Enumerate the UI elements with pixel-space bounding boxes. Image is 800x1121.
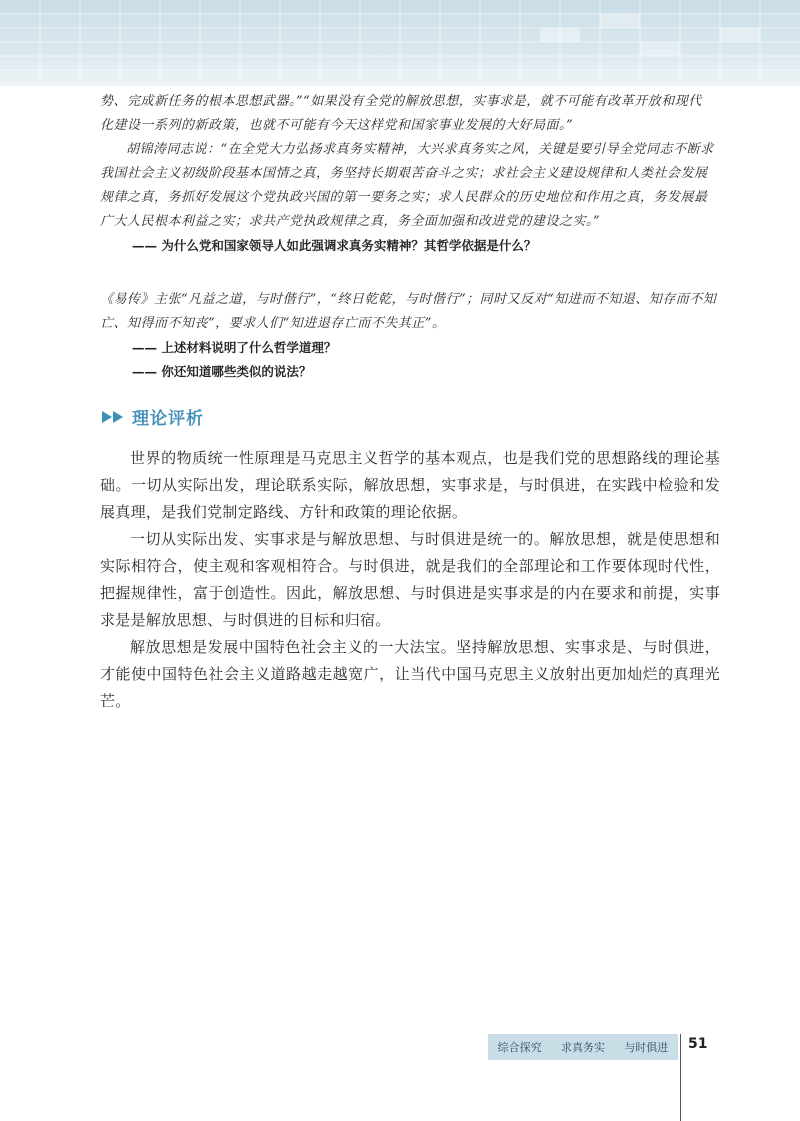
page-number: 51 (688, 1036, 708, 1052)
quote-paragraph-1-line-2: 化建设一系列的新政策，也就不可能有今天这样党和国家事业发展的大好局面。” (100, 118, 574, 133)
triangle-arrow-icon (102, 411, 112, 423)
page-content (100, 90, 720, 715)
discussion-question-1: —— 为什么党和国家领导人如此强调求真务实精神？其哲学依据是什么？ (132, 238, 537, 253)
footer-item-1: 综合探究 (497, 1041, 542, 1054)
footer-divider (680, 1034, 681, 1121)
quote-paragraph-1-line-1: 势、完成新任务的根本思想武器。”“如果没有全党的解放思想，实事求是，就不可能有改革开放和现代 (100, 94, 702, 109)
section-heading (102, 404, 720, 429)
yizhuan-paragraph: 《易传》主张“凡益之道，与时偕行”，“终日乾乾，与时偕行”；同时又反对“知进而不知退、知存而不知亡、知得而不知丧”，要求人们“知进退存亡而不失其正”。 (100, 292, 717, 331)
footer-item-2: 求真务实 (560, 1041, 605, 1054)
section-title: 理论评析 (132, 409, 204, 429)
quote-paragraph-2: 胡锦涛同志说：“在全党大力弘扬求真务实精神，大兴求真务实之风，关键是要引导全党同志不断求我国社会主义初级阶段基本国情之真，务坚持长期艰苦奋斗之实；求社会主义建设规律和人类社会发展规律之真，务抓好发展这个党执政兴国的第一要务之实；求人民群众的历史地位和作用之真，务发展最广大人民根本利益之实；求共产党执政规律之真，务全面加强和改进党的建设之实。” (100, 142, 714, 229)
body-paragraph-1: 世界的物质统一性原理是马克思主义哲学的基本观点，也是我们党的思想路线的理论基础。一切从实际出发，理论联系实际，解放思想，实事求是，与时俱进，在实践中检验和发展真理，是我们党制定路线、方针和政策的理论依据。 (100, 449, 720, 521)
spacer (100, 258, 720, 288)
body-paragraph-3: 解放思想是发展中国特色社会主义的一大法宝。坚持解放思想、实事求是、与时俱进，才能使中国特色社会主义道路越走越宽广，让当代中国马克思主义放射出更加灿烂的真理光芒。 (100, 638, 720, 710)
header-decoration (0, 0, 800, 86)
body-paragraph-2: 一切从实际出发、实事求是与解放思想、与时俱进是统一的。解放思想，就是使思想和实际相符合，使主观和客观相符合。与时俱进，就是我们的全部理论和工作要体现时代性，把握规律性，富于创造性。因此，解放思想、与时俱进是实事求是的内在要求和前提，实事求是是解放思想、与时俱进的目标和归宿。 (100, 530, 720, 629)
footer-item-3: 与时俱进 (624, 1041, 669, 1054)
grid-pattern (0, 0, 800, 86)
discussion-question-2: —— 上述材料说明了什么哲学道理？ (132, 340, 337, 355)
footer-bar (488, 1034, 678, 1060)
discussion-question-3: —— 你还知道哪些类似的说法？ (132, 364, 312, 379)
triangle-arrow-icon (113, 411, 123, 423)
